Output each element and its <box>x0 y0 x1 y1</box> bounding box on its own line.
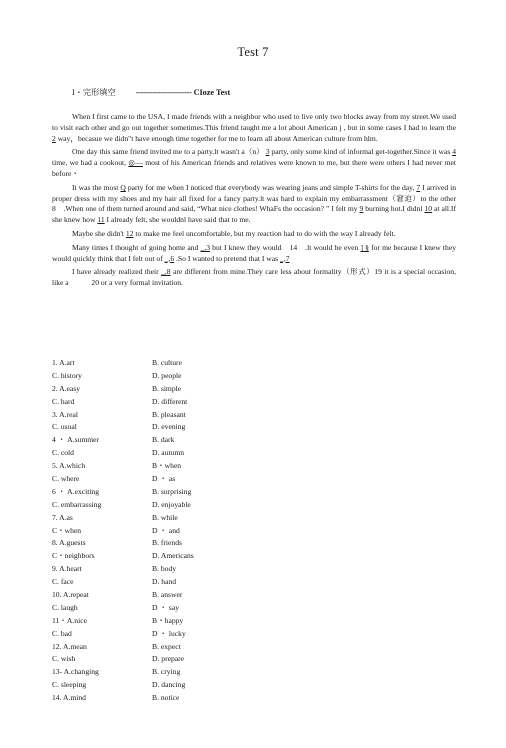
page-title: Test 7 <box>237 45 269 59</box>
option-left: C. cold <box>52 448 74 458</box>
section-label: I・完形填空 <box>72 88 116 97</box>
option-left: 4 ・ A.summer <box>52 435 100 445</box>
option-right: D. prepare <box>152 654 185 664</box>
option-right: D. enjoyable <box>152 499 191 509</box>
option-left: 7. A.as <box>52 512 73 522</box>
passage-text: , but in some cases I had to learn the <box>341 122 456 132</box>
passage-paragraph <box>52 243 456 265</box>
option-right: B. body <box>152 564 177 574</box>
passage-text: When I first came to the USA, I made friends with a neighbor who used to live only two blocks away from my street.We used to visit each other and go out together sometimes.This friend taught me a lot about American <box>52 112 456 132</box>
option-row <box>52 563 312 576</box>
passage-text: party, only some kind of informal get-together.Since it was <box>269 147 453 157</box>
passage-text: are different from mine.They care less about formality（形式）19 it is a special occasion, like a 20 or a very formal invitation. <box>52 267 456 288</box>
option-left: 11・A.nice <box>52 615 87 625</box>
option-row <box>52 512 312 525</box>
option-row <box>52 447 312 460</box>
option-right: B. pleasant <box>152 409 186 419</box>
blank-number: _,3 <box>200 242 211 252</box>
option-right: D. people <box>152 370 182 380</box>
option-row <box>52 473 312 486</box>
passage-text: burning hot.I didnl <box>363 204 425 214</box>
option-right: B. expect <box>152 641 181 651</box>
passage-text: at all.If she knew how <box>52 204 456 225</box>
blank-number: 12 <box>125 228 134 238</box>
option-left: C・when <box>52 525 82 535</box>
option-right: D. dancing <box>152 680 186 690</box>
option-left: 14. A.mind <box>52 693 86 703</box>
option-left: C・neighbors <box>52 551 95 561</box>
option-left: C. wish <box>52 654 76 664</box>
option-row <box>52 357 312 370</box>
passage-paragraph <box>52 147 456 179</box>
option-row <box>52 692 312 705</box>
blank-number: ◎— <box>128 158 143 168</box>
option-row <box>52 396 312 409</box>
option-left: C. sleeping <box>52 680 87 690</box>
option-left: C. where <box>52 474 80 484</box>
option-right: D. autumn <box>152 448 185 458</box>
option-row <box>52 525 312 538</box>
passage-text: way，becasue we didn"t have enough time together for me to learn all about American culture from hlm. <box>55 133 378 143</box>
option-left: 2. A.easy <box>52 383 81 393</box>
option-row <box>52 550 312 563</box>
passage-paragraph <box>52 182 464 226</box>
blank-number: _,8 <box>161 267 171 277</box>
option-left: 1. A.art <box>52 358 75 367</box>
option-row <box>52 370 312 383</box>
blank-number: Q <box>120 182 126 192</box>
option-right: B. dark <box>152 435 175 445</box>
section-heading <box>72 87 230 98</box>
option-row <box>52 679 312 692</box>
passage-text: Maybe she didn't <box>72 228 126 238</box>
option-row <box>52 628 312 641</box>
passage-text: to make me feel uncomfortable, but my reaction had to do with the way I already felt. <box>133 228 396 238</box>
blank-number: 11 <box>97 215 105 225</box>
option-right: B・when <box>152 461 182 471</box>
option-right: B. notice <box>152 693 180 703</box>
option-left: 12. A.mean <box>52 641 87 651</box>
blank-number: ] § <box>360 242 369 252</box>
blank-number: 3 <box>265 147 270 157</box>
blank-number: 2 <box>52 133 56 143</box>
option-right: B・happy <box>152 615 184 625</box>
option-row <box>52 615 312 628</box>
passage-text: for me because I knew they would quickly think that I felt out of <box>52 242 457 263</box>
option-row <box>52 653 312 666</box>
blank-number: j <box>339 122 342 132</box>
passage-text: One day this same friend invited me to a party.lt wasn't a（n） <box>72 147 266 157</box>
option-left: 9. A.heart <box>52 564 82 574</box>
passage-text: It was the most <box>72 182 121 192</box>
option-row <box>52 421 312 434</box>
section-separator: ----------------------- <box>135 88 192 97</box>
option-right: B. friends <box>152 538 182 548</box>
passage-text: party for me when I noticed that everybody was wearing jeans and simple T-shirts for the day, <box>125 182 417 192</box>
option-left: C. embarrassing <box>52 499 102 509</box>
passage-text: but I knew they would 14 .lt would be even <box>210 242 361 252</box>
option-right: B. surprising <box>152 486 192 496</box>
option-row <box>52 486 312 499</box>
option-row <box>52 409 312 422</box>
option-row <box>52 434 312 447</box>
option-left: C. face <box>52 577 74 587</box>
passage-text: I arrived in proper dress with my shoes and my hair all fixed for a fancy party.lt was hard to explain my embarrassment（窘迫）to the other 8 .When one of them turned around and said, “What nice clothes! WhaFs the occasion? ” I felt my <box>52 182 464 214</box>
option-right: B. answer <box>152 590 183 600</box>
option-row <box>52 589 312 602</box>
option-right: B. while <box>152 512 178 522</box>
option-right: D. Americans <box>152 551 194 561</box>
option-left: 13- A.changing <box>52 667 99 677</box>
option-left: 3. A.real <box>52 409 78 419</box>
option-left: 5. A.which <box>52 461 86 471</box>
option-right: B. crying <box>152 667 181 677</box>
option-left: C. history <box>52 370 82 380</box>
passage-text: .So I wanted to pretend that I was <box>174 253 280 263</box>
option-row <box>52 537 312 550</box>
option-left: C. bad <box>52 628 72 638</box>
option-right: B. simple <box>152 383 182 393</box>
passage-text: Many times I thought of going home and <box>72 242 201 252</box>
option-row <box>52 666 312 679</box>
option-right: D ・ as <box>152 474 176 484</box>
cloze-passage <box>52 112 464 292</box>
blank-number: 9 <box>359 204 364 214</box>
blank-number: 10 <box>424 204 433 214</box>
option-row <box>52 383 312 396</box>
option-right: D. evening <box>152 422 186 432</box>
blank-number: _,7 <box>280 253 290 263</box>
option-left: 10. A.repeat <box>52 590 89 600</box>
blank-number: 4 <box>452 147 457 157</box>
option-right: B. culture <box>152 358 182 367</box>
option-right: D ・ say <box>152 602 179 612</box>
passage-text: most of his American friends and relatives were known to me, but there were others I had never met before・ <box>52 158 456 178</box>
option-row <box>52 576 312 589</box>
blank-number: 7 <box>416 182 421 192</box>
section-name: CIoze Test <box>193 88 231 97</box>
option-row <box>52 641 312 654</box>
passage-paragraph <box>52 229 456 240</box>
passage-text: I have already realized their <box>72 267 162 277</box>
option-row <box>52 499 312 512</box>
option-right: D ・ lucky <box>152 628 186 638</box>
passage-text: I already felt, she wouldnl have said that to me. <box>104 215 251 225</box>
option-left: 6 ・ A.exciting <box>52 486 100 496</box>
option-left: C. hard <box>52 396 75 406</box>
passage-paragraph <box>52 267 456 289</box>
option-left: C. laugh <box>52 602 78 612</box>
option-right: D. different <box>152 396 188 406</box>
option-right: D ・ and <box>152 525 180 535</box>
option-row <box>52 460 312 473</box>
blank-number: _,6 <box>164 253 175 263</box>
option-left: 8. A.guests <box>52 538 86 548</box>
option-right: D. hand <box>152 577 177 587</box>
passage-paragraph <box>52 112 456 144</box>
passage-text: time, we had a cookout, <box>52 158 129 168</box>
option-left: C. usual <box>52 422 77 432</box>
option-row <box>52 602 312 615</box>
answer-options <box>52 357 312 705</box>
